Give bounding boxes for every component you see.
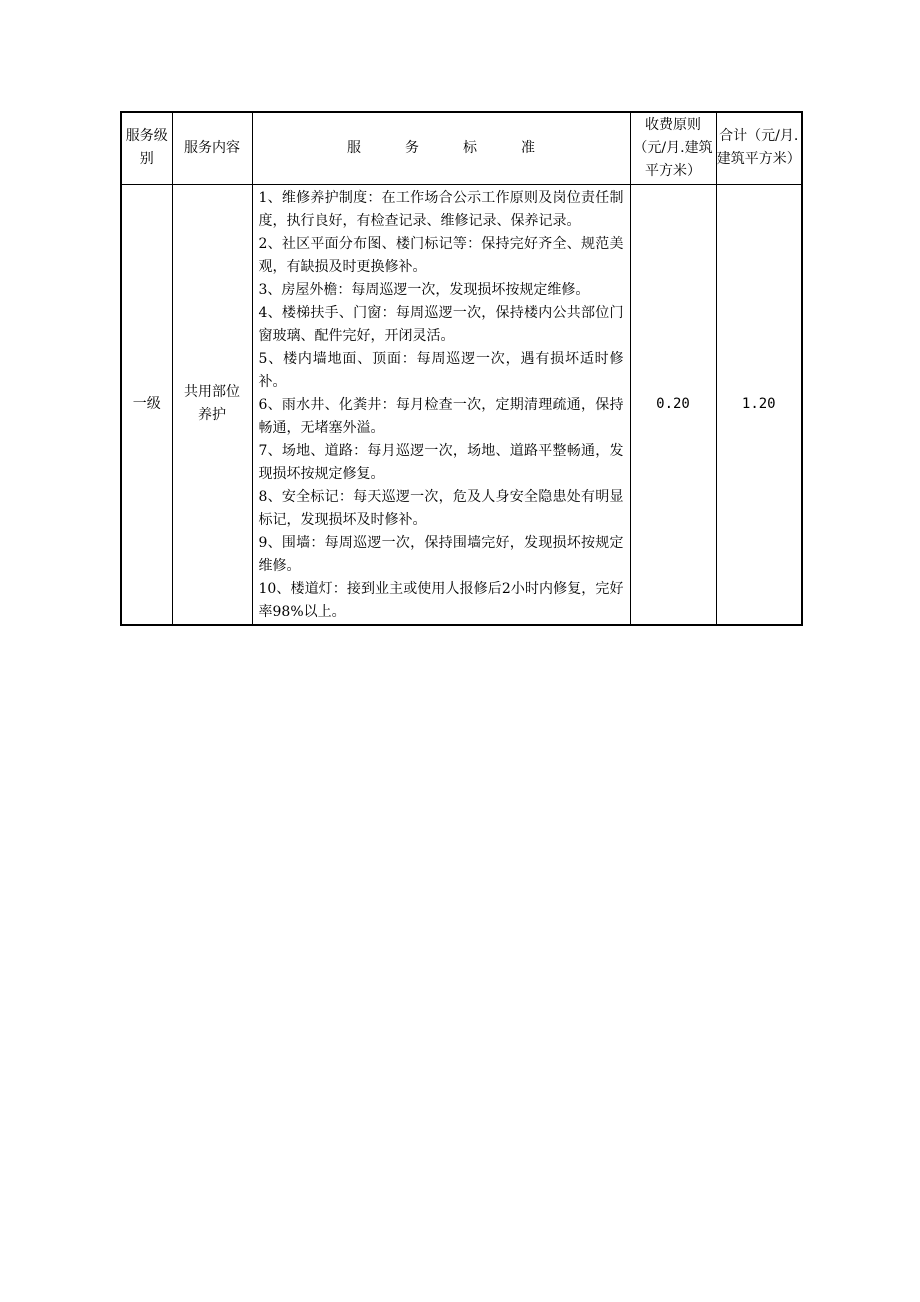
cell-total-value: 1.20 <box>716 184 802 625</box>
service-fee-table <box>120 111 803 626</box>
header-service-standard <box>252 112 630 184</box>
header-standard-char: 准 <box>521 139 535 156</box>
header-row <box>121 112 802 184</box>
standard-item: 9、围墙：每周巡逻一次，保持围墙完好，发现损坏按规定维修。 <box>258 534 624 574</box>
header-total: 合计（元/月.建筑平方米） <box>716 112 802 184</box>
standard-item: 3、房屋外檐：每周巡逻一次，发现损坏按规定维修。 <box>258 281 590 298</box>
header-standard-char: 服 <box>347 139 361 156</box>
cell-fee-value: 0.20 <box>630 184 716 625</box>
cell-service-level: 一级 <box>121 184 172 625</box>
header-standard-char: 务 <box>405 139 419 156</box>
standard-item: 8、安全标记：每天巡逻一次，危及人身安全隐患处有明显标记，发现损坏及时修补。 <box>258 488 624 528</box>
header-service-level: 服务级别 <box>121 112 172 184</box>
standard-item: 1、维修养护制度：在工作场合公示工作原则及岗位责任制度，执行良好，有检查记录、维修记录、保养记录。 <box>258 189 624 229</box>
standard-item: 2、社区平面分布图、楼门标记等：保持完好齐全、规范美观，有缺损及时更换修补。 <box>258 235 624 275</box>
table-row <box>121 184 802 625</box>
standard-item: 4、楼梯扶手、门窗：每周巡逻一次，保持楼内公共部位门窗玻璃、配件完好，开闭灵活。 <box>258 304 624 344</box>
cell-service-content: 共用部位养护 <box>172 184 252 625</box>
standard-item: 10、楼道灯：接到业主或使用人报修后2小时内修复，完好率98%以上。 <box>258 580 624 620</box>
header-standard-char: 标 <box>463 139 477 156</box>
cell-service-standards <box>252 184 630 625</box>
standard-item: 7、场地、道路：每月巡逻一次，场地、道路平整畅通，发现损坏按规定修复。 <box>258 442 624 482</box>
header-service-content: 服务内容 <box>172 112 252 184</box>
header-fee-principle: 收费原则（元/月.建筑平方米） <box>630 112 716 184</box>
standard-item: 5、楼内墙地面、顶面：每周巡逻一次，遇有损坏适时修补。 <box>258 350 624 390</box>
standard-item: 6、雨水井、化粪井：每月检查一次，定期清理疏通，保持畅通，无堵塞外溢。 <box>258 396 624 436</box>
